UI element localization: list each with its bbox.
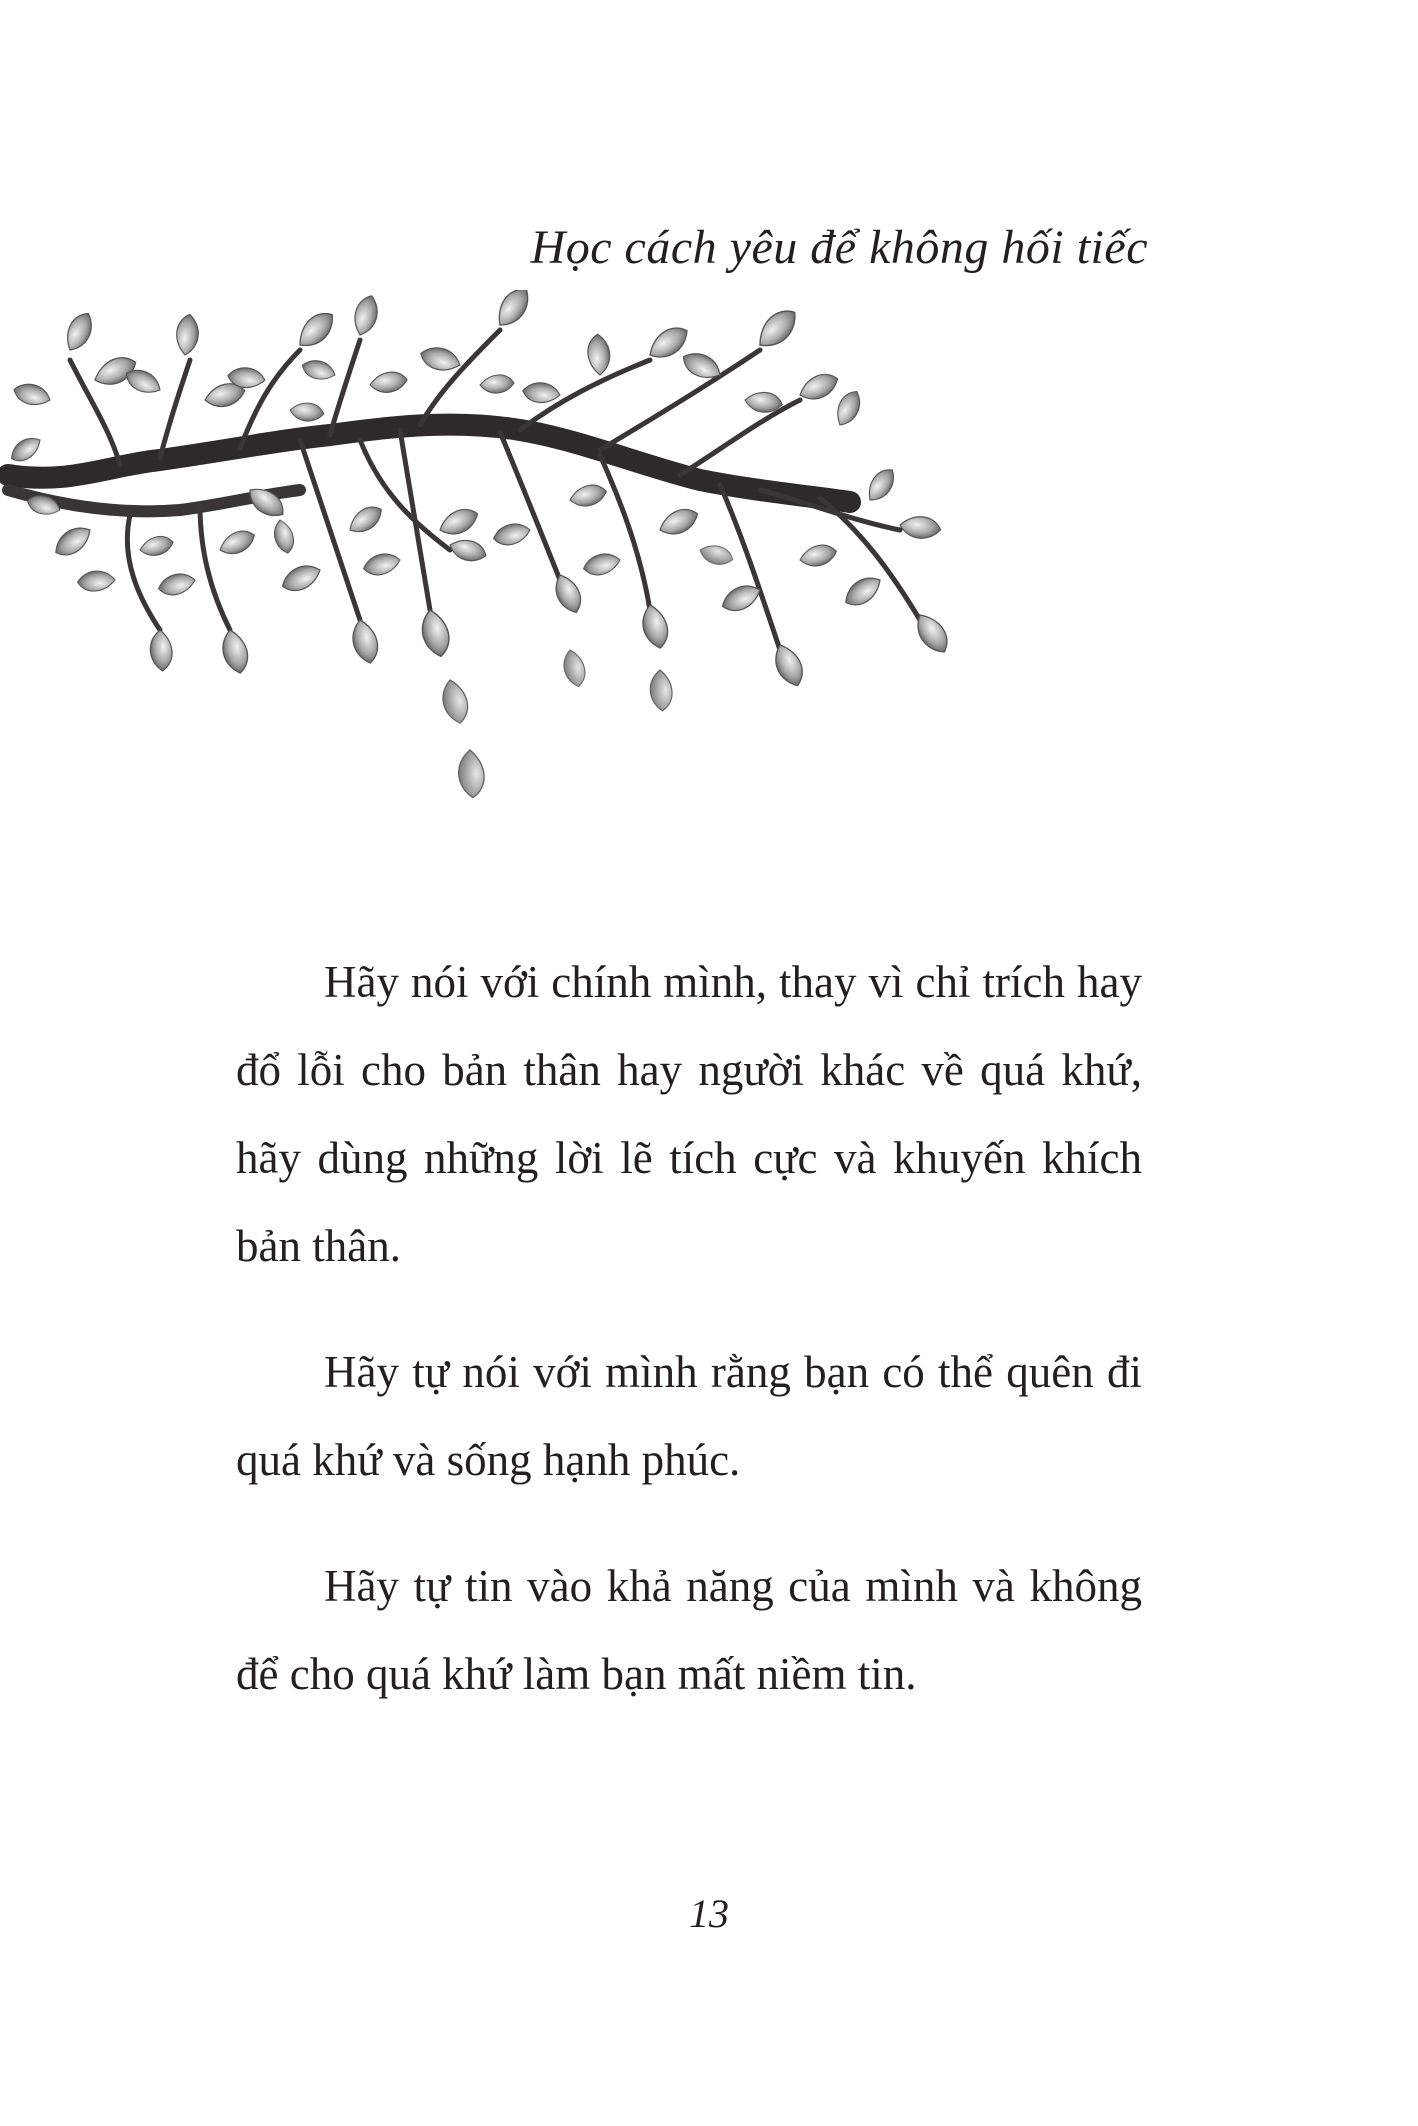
page-number: 13 (689, 1891, 729, 1936)
paragraph: Hãy tự nói với mình rằng bạn có thể quên đi quá khứ và sống hạnh phúc. (236, 1347, 1142, 1485)
paragraph: Hãy nói với chính mình, thay vì chỉ trích hay đổ lỗi cho bản thân hay người khác về quá khứ, hãy dùng những lời lẽ tích cực và khuyến khích bản thân. (236, 957, 1142, 1271)
paragraph: Hãy tự tin vào khả năng của mình và không để cho quá khứ làm bạn mất niềm tin. (236, 1561, 1142, 1699)
tree-branch-illustration (0, 290, 1000, 880)
body-text (236, 938, 1142, 1756)
running-header: Học cách yêu để không hối tiếc (530, 221, 1148, 274)
